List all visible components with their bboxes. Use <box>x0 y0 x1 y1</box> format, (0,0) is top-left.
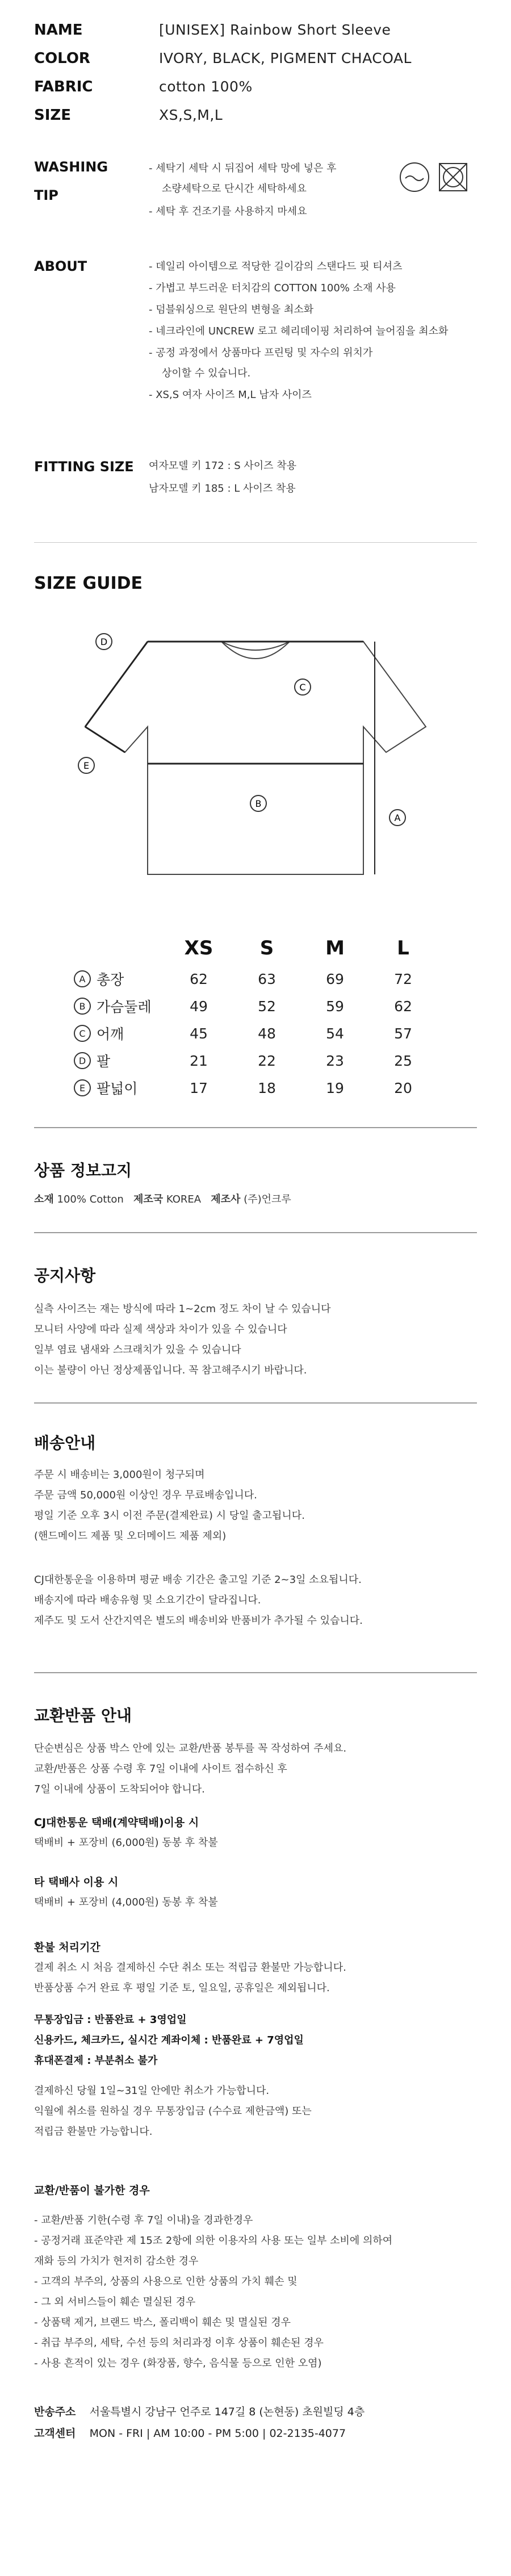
shipping-title: 배송안내 <box>34 1434 96 1452</box>
impossible-line: - 사용 흔적이 있는 경우 (화장품, 향수, 음식물 등으로 인한 오염) <box>34 2357 322 2369</box>
impossible-line: - 고객의 부주의, 상품의 사용으로 인한 상품의 가치 훼손 및 <box>34 2276 298 2288</box>
about-line: - 덤블워싱으로 원단의 변형을 최소화 <box>149 304 314 316</box>
size-cell: 54 <box>326 1025 344 1042</box>
size-cell: 62 <box>394 998 412 1015</box>
shipping-line: 평일 기준 오후 3시 이전 주문(결제완료) 시 당일 출고됩니다. <box>34 1510 305 1522</box>
shipping-line: 주문 금액 50,000원 이상인 경우 무료배송입니다. <box>34 1489 257 1501</box>
shipping-line: 배송지에 따라 배송유형 및 소요기간이 달라집니다. <box>34 1594 261 1606</box>
color-value: IVORY, BLACK, PIGMENT CHACOAL <box>159 50 412 66</box>
row-label: 팔 <box>97 1053 111 1070</box>
about-line: - 공정 과정에서 상품마다 프린팅 및 자수의 위치가 <box>149 347 373 359</box>
size-cell: 63 <box>258 970 276 987</box>
impossible-line: - 교환/반품 기한(수령 후 7일 이내)을 경과한경우 <box>34 2214 253 2226</box>
return-addr-value: 서울특별시 강남구 언주로 147길 8 (논현동) 초원빌딩 4층 <box>89 2406 365 2418</box>
row-label: 어깨 <box>97 1026 124 1042</box>
size-cell: 22 <box>258 1052 276 1069</box>
size-row <box>74 1020 437 1047</box>
size-cell: 19 <box>326 1079 344 1096</box>
washing-line: - 세탁기 세탁 시 뒤집어 세탁 망에 넣은 후 <box>149 162 337 174</box>
cj-line: 택배비 + 포장비 (6,000원) 동봉 후 착불 <box>34 1837 218 1849</box>
about-line: - 가볍고 부드러운 터치감의 COTTON 100% 소재 사용 <box>149 282 396 294</box>
tip-label: TIP <box>34 187 58 203</box>
phone-line: 적립금 환불만 가능합니다. <box>34 2126 153 2138</box>
fabric-label: FABRIC <box>34 78 93 95</box>
tshirt-diagram <box>34 619 477 886</box>
notice-info-line <box>34 1189 291 1210</box>
size-cell: 52 <box>258 998 276 1015</box>
customer-center <box>34 2423 346 2444</box>
material-label: 소재 <box>34 1193 54 1205</box>
shipping-body-1 <box>34 1465 305 1547</box>
size-label: SIZE <box>34 107 72 124</box>
origin-label: 제조국 <box>133 1193 164 1205</box>
size-cell: 69 <box>326 970 344 987</box>
size-cell: 45 <box>190 1025 208 1042</box>
divider <box>34 1402 477 1404</box>
exchange-line: 교환/반품은 상품 수령 후 7일 이내에 사이트 접수하신 후 <box>34 1763 287 1775</box>
no-dry-icon <box>439 164 467 191</box>
color-label: COLOR <box>34 50 90 67</box>
fabric-value: cotton 100% <box>159 78 253 95</box>
fitting-label: FITTING SIZE <box>34 459 134 475</box>
phone-body <box>34 2081 312 2142</box>
about-line: - 네크라인에 UNCREW 로고 헤리데이핑 처리하여 늘어짐을 최소화 <box>149 325 449 337</box>
refund-line: 반품상품 수거 완료 후 평일 기준 토, 일요일, 공휴일은 제외됩니다. <box>34 1982 330 1994</box>
announcement-line: 일부 염료 냄새와 스크래치가 있을 수 있습니다 <box>34 1344 241 1356</box>
exchange-intro <box>34 1739 346 1800</box>
size-row <box>74 965 437 992</box>
pay-line: 신용카드, 체크카드, 실시간 계좌이체 : 반품완료 + 7영업일 <box>34 2034 304 2046</box>
exchange-line: 7일 이내에 상품이 도착되어야 합니다. <box>34 1783 205 1795</box>
exchange-line: 단순변심은 상품 박스 안에 있는 교환/반품 봉투를 꼭 작성하여 주세요. <box>34 1743 347 1754</box>
washing-label: WASHING <box>34 159 108 175</box>
size-header: S <box>259 937 274 960</box>
size-cell: 49 <box>190 998 208 1015</box>
size-cell: 62 <box>190 970 208 987</box>
other-title: 타 택배사 이용 시 <box>34 1876 119 1888</box>
impossible-line: 재화 등의 가치가 현저히 감소한 경우 <box>34 2255 199 2267</box>
size-table-header <box>74 931 437 965</box>
marker-b <box>250 795 266 811</box>
marker-e: E <box>74 1079 91 1096</box>
divider <box>34 1232 477 1233</box>
notice-info-title: 상품 정보고지 <box>34 1161 132 1180</box>
size-cell: 20 <box>394 1079 412 1096</box>
size-cell: 21 <box>190 1052 208 1069</box>
other-line: 택배비 + 포장비 (4,000원) 동봉 후 착불 <box>34 1896 218 1908</box>
exchange-title: 교환반품 안내 <box>34 1706 132 1725</box>
fitting-line: 여자모델 키 172 : S 사이즈 착용 <box>149 460 297 472</box>
announcement-line: 모니터 사양에 따라 실제 색상과 차이가 있을 수 있습니다 <box>34 1323 287 1335</box>
return-addr-label: 반송주소 <box>34 2406 76 2418</box>
care-icons <box>397 160 471 194</box>
size-header: XS <box>184 937 213 960</box>
pay-line: 무통장입금 : 반품완료 + 3영업일 <box>34 2014 187 2026</box>
shipping-line: 주문 시 배송비는 3,000원이 청구되며 <box>34 1469 205 1481</box>
impossible-title: 교환/반품이 불가한 경우 <box>34 2184 150 2197</box>
marker-e <box>78 757 94 773</box>
row-label: 총장 <box>97 971 124 988</box>
cj-title: CJ대한통운 택배(계약택배)이용 시 <box>34 1816 199 1829</box>
origin-value: KOREA <box>166 1193 202 1205</box>
divider <box>34 542 477 543</box>
size-row <box>74 1074 437 1101</box>
row-label: 팔넓이 <box>97 1080 138 1097</box>
name-value: [UNISEX] Rainbow Short Sleeve <box>159 22 391 38</box>
size-header: L <box>397 937 409 960</box>
size-guide-title: SIZE GUIDE <box>34 573 143 593</box>
size-cell: 57 <box>394 1025 412 1042</box>
svg-text:C: C <box>299 682 306 693</box>
about-line: - XS,S 여자 사이즈 M,L 남자 사이즈 <box>149 389 312 401</box>
size-cell: 17 <box>190 1079 208 1096</box>
announcement-body <box>34 1299 331 1381</box>
washing-line: 소량세탁으로 단시간 세탁하세요 <box>162 183 307 195</box>
row-label: 가슴둘레 <box>97 999 152 1015</box>
pay-line: 휴대폰결제 : 부분취소 불가 <box>34 2055 158 2067</box>
maker-value: (주)언크루 <box>244 1193 291 1205</box>
size-cell: 59 <box>326 998 344 1015</box>
refund-line: 결제 취소 시 처음 결제하신 수단 취소 또는 적립금 환불만 가능합니다. <box>34 1962 346 1974</box>
announcement-title: 공지사항 <box>34 1266 96 1285</box>
shipping-body-2 <box>34 1570 363 1631</box>
marker-a: A <box>74 970 91 987</box>
size-header: M <box>325 937 345 960</box>
refund-body <box>34 1958 346 1999</box>
marker-d <box>96 634 112 650</box>
size-cell: 25 <box>394 1052 412 1069</box>
size-row <box>74 992 437 1020</box>
size-cell: 23 <box>326 1052 344 1069</box>
marker-a <box>389 810 405 826</box>
refund-title: 환불 처리기간 <box>34 1941 100 1954</box>
impossible-line: - 상품택 제거, 브랜드 박스, 폴리백이 훼손 및 멸실된 경우 <box>34 2317 291 2328</box>
maker-label: 제조사 <box>211 1193 241 1205</box>
size-value: XS,S,M,L <box>159 107 223 123</box>
svg-text:A: A <box>394 812 401 823</box>
shipping-line: (핸드메이드 제품 및 오더메이드 제품 제외) <box>34 1530 227 1542</box>
cs-value: MON - FRI | AM 10:00 - PM 5:00 | 02-2135-4077 <box>89 2427 346 2440</box>
fitting-line: 남자모델 키 185 : L 사이즈 착용 <box>149 483 296 495</box>
size-table <box>74 931 437 1101</box>
material-value: 100% Cotton <box>57 1193 124 1205</box>
size-cell: 72 <box>394 970 412 987</box>
svg-text:D: D <box>100 636 108 647</box>
marker-b: B <box>74 998 91 1015</box>
size-cell: 18 <box>258 1079 276 1096</box>
shipping-line: CJ대한통운을 이용하며 평균 배송 기간은 출고일 기준 2~3일 소요됩니다. <box>34 1574 362 1586</box>
svg-text:E: E <box>83 760 90 771</box>
phone-line: 익월에 취소를 원하실 경우 무통장입금 (수수료 제한금액) 또는 <box>34 2105 312 2117</box>
announcement-line: 이는 불량이 아닌 정상제품입니다. 꼭 참고해주시기 바랍니다. <box>34 1364 307 1376</box>
cs-label: 고객센터 <box>34 2427 76 2440</box>
divider <box>34 1127 477 1128</box>
name-label: NAME <box>34 22 83 39</box>
impossible-line: - 공정거래 표준약관 제 15조 2항에 의한 이용자의 사용 또는 일부 소비에 의하여 <box>34 2235 393 2247</box>
impossible-line: - 취급 부주의, 세탁, 수선 등의 처리과정 이후 상품이 훼손된 경우 <box>34 2337 324 2349</box>
return-address <box>34 2402 365 2422</box>
phone-line: 결제하신 당월 1일~31일 안에만 취소가 가능합니다. <box>34 2085 270 2097</box>
svg-text:B: B <box>255 798 262 809</box>
about-label: ABOUT <box>34 258 87 274</box>
impossible-body <box>34 2210 392 2374</box>
about-line: - 데일리 아이템으로 적당한 길이감의 스탠다드 핏 티셔츠 <box>149 261 403 273</box>
impossible-line: - 그 외 서비스들이 훼손 멸실된 경우 <box>34 2296 196 2308</box>
pay-body <box>34 2010 304 2071</box>
marker-c: C <box>74 1025 91 1042</box>
size-cell: 48 <box>258 1025 276 1042</box>
marker-d: D <box>74 1052 91 1069</box>
about-line: 상이할 수 있습니다. <box>162 367 251 379</box>
washing-line: - 세탁 후 건조기를 사용하지 마세요 <box>149 206 307 217</box>
size-row <box>74 1047 437 1074</box>
shipping-line: 제주도 및 도서 산간지역은 별도의 배송비와 반품비가 추가될 수 있습니다. <box>34 1615 363 1627</box>
hand-wash-icon <box>400 163 429 191</box>
marker-c <box>295 679 311 695</box>
divider <box>34 1672 477 1673</box>
announcement-line: 실측 사이즈는 재는 방식에 따라 1~2cm 정도 차이 날 수 있습니다 <box>34 1303 331 1315</box>
